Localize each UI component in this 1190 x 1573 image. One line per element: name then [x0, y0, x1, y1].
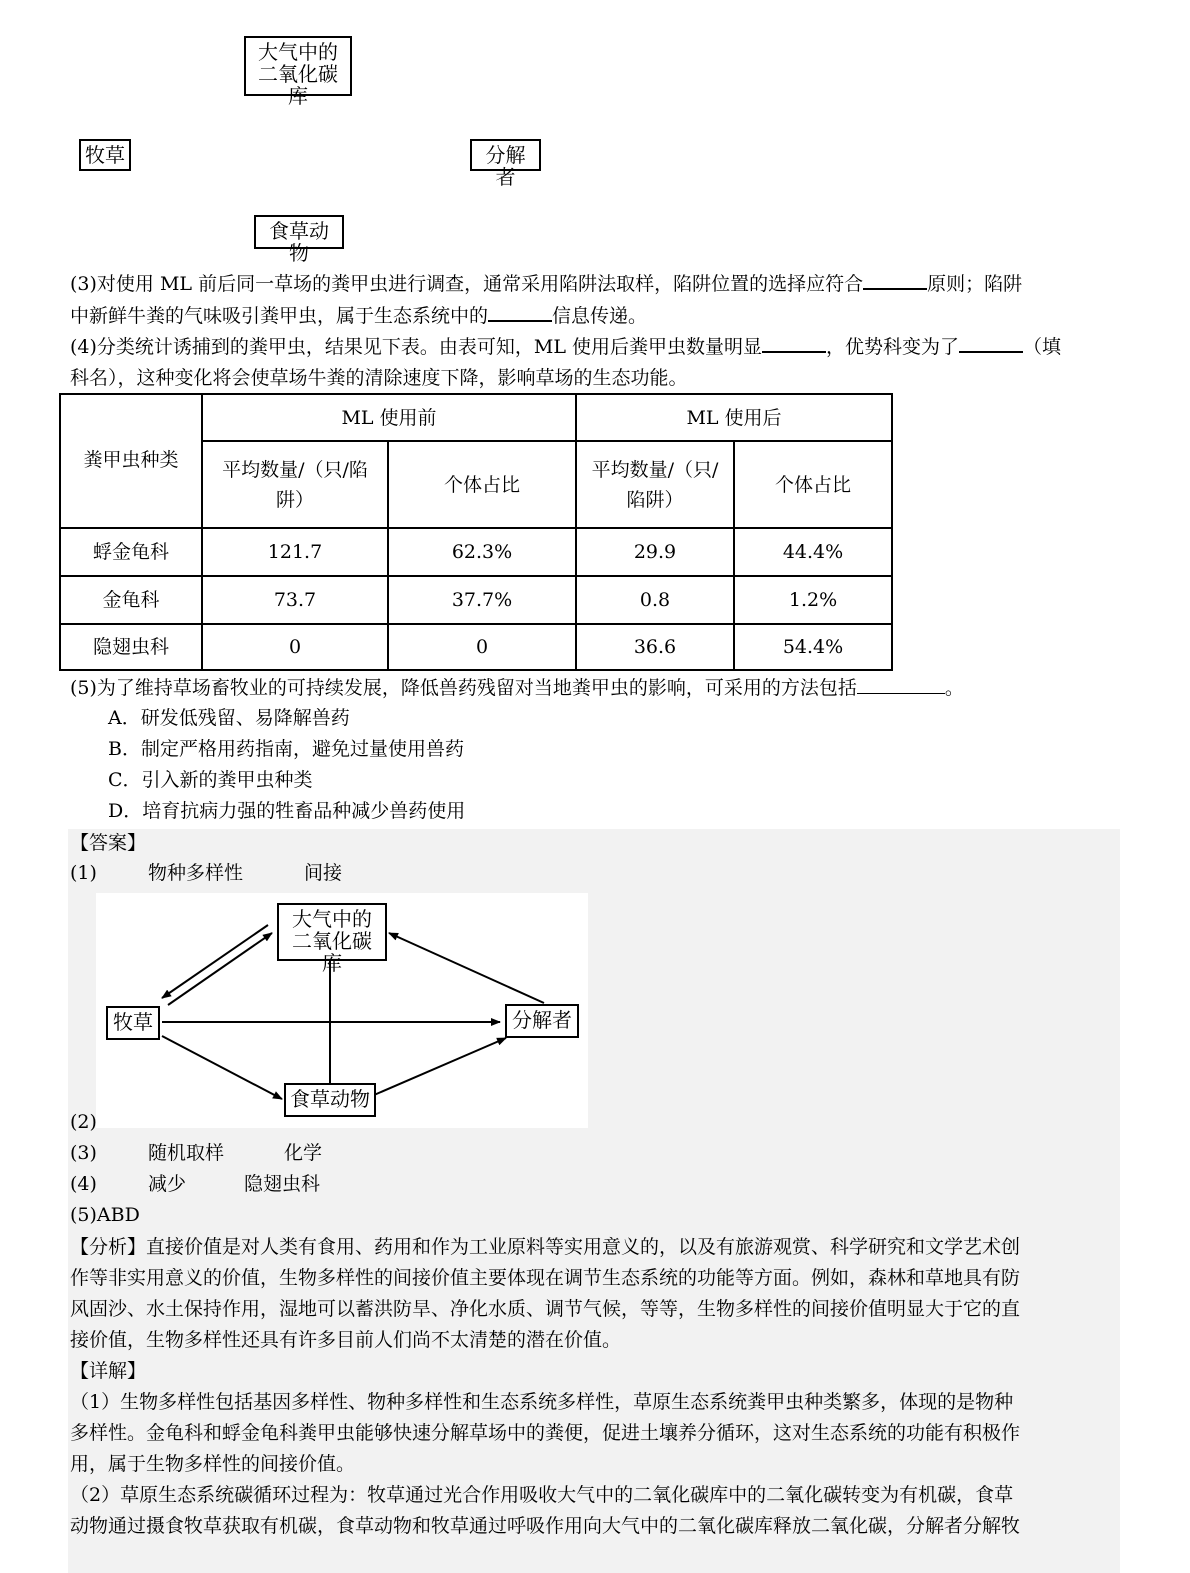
top-co2-pool-box	[244, 36, 352, 108]
blank-3-2[interactable]	[488, 300, 552, 322]
top-herbivore-box: 食草动物	[254, 215, 344, 249]
question-5: (5)为了维持草场畜牧业的可持续发展，降低兽药残留对当地粪甲虫的影响，可采用的方法包括 。	[70, 673, 1115, 704]
species-header: 粪甲虫种类	[60, 394, 202, 528]
option-d[interactable]: D．培育抗病力强的牲畜品种减少兽药使用	[108, 800, 466, 822]
dung-beetle-table	[59, 393, 893, 671]
avg-before-header: 平均数量/（只/陷 阱）	[202, 441, 388, 528]
arrow-forage-to-herbivore	[162, 1036, 282, 1099]
answer-heading: 【答案】	[70, 832, 147, 854]
question-3: (3)对使用 ML 前后同一草场的粪甲虫进行调查，通常采用陷阱法取样，陷阱位置的选择应符合 原则；陷阱 中新鲜牛粪的气味吸引粪甲虫，属于生态系统中的 信息传递。	[70, 268, 1115, 332]
ratio-after-header: 个体占比	[734, 441, 892, 528]
arrow-forage-to-co2	[168, 933, 272, 1005]
detail-heading: 【详解】	[70, 1360, 147, 1382]
blank-3-1[interactable]	[863, 268, 927, 290]
before-header: ML 使用前	[202, 394, 576, 441]
table-row: 蜉金龟科 121.7 62.3% 29.9 44.4%	[60, 528, 892, 576]
diagram-forage-box: 牧草	[106, 1006, 160, 1040]
carbon-cycle-diagram	[96, 893, 588, 1128]
answer-3: (3) 随机取样 化学	[70, 1142, 323, 1164]
ratio-before-header: 个体占比	[388, 441, 576, 528]
arrow-co2-to-forage	[162, 925, 268, 998]
question-4: (4)分类统计诱捕到的粪甲虫，结果见下表。由表可知，ML 使用后粪甲虫数量明显 ，优势科变为了 （填 科名），这种变化将会使草场牛粪的清除速度下降，影响草场的生态功能。	[70, 331, 1115, 394]
diagram-herbivore-box: 食草动物	[284, 1083, 376, 1117]
option-b[interactable]: B．制定严格用药指南，避免过量使用兽药	[108, 738, 464, 760]
option-c[interactable]: C．引入新的粪甲虫种类	[108, 769, 313, 791]
diagram-decomposer-box: 分解者	[505, 1004, 579, 1038]
table-row: 金龟科 73.7 37.7% 0.8 1.2%	[60, 576, 892, 624]
after-header: ML 使用后	[576, 394, 892, 441]
answer-1: (1) 物种多样性 间接	[70, 862, 343, 884]
blank-5[interactable]	[857, 673, 945, 694]
answer-4: (4) 减少 隐翅虫科	[70, 1173, 321, 1195]
avg-after-header: 平均数量/（只/ 陷阱）	[576, 441, 734, 528]
answer-2: (2)	[70, 1111, 97, 1133]
diagram-co2-pool-box: 大气中的 二氧化碳库	[277, 903, 387, 961]
top-co2-pool-line2: 二氧化碳库	[258, 62, 338, 108]
answer-5: (5)ABD	[70, 1204, 140, 1226]
option-a[interactable]: A．研发低残留、易降解兽药	[108, 707, 350, 729]
arrow-decomposer-to-co2	[389, 933, 544, 1003]
top-forage-box: 牧草	[79, 139, 131, 171]
blank-4-2[interactable]	[959, 331, 1023, 353]
table-row: 隐翅虫科 0 0 36.6 54.4%	[60, 624, 892, 670]
top-co2-pool-line1: 大气中的	[258, 40, 338, 64]
arrow-herbivore-to-decomposer	[374, 1038, 506, 1095]
top-decomposer-box: 分解者	[470, 139, 541, 171]
analysis-heading: 【分析】	[70, 1236, 147, 1258]
blank-4-1[interactable]	[762, 331, 826, 353]
analysis-section: 【分析】直接价值是对人类有食用、药用和作为工业原料等实用意义的，以及有旅游观赏、科学研究和文学艺术创 作等非实用意义的价值，生物多样性的间接价值主要体现在调节生态系统的功能等方面。例如，森林和草地具有防 风固沙、水土保持作用，湿地可以蓄洪防旱、净化水质、调节气候，等等，生物多样性的间接价值明显大于它的直 接价值，生物多样性还具有许多目前人们尚不太清楚的潜在价值。	[70, 1236, 1021, 1351]
detail-section: （1）生物多样性包括基因多样性、物种多样性和生态系统多样性，草原生态系统粪甲虫种类繁多，体现的是物种 多样性。金龟科和蜉金龟科粪甲虫能够快速分解草场中的粪便，促进土壤养分循环，这对生态系统的功能有积极作 用，属于生物多样性的间接价值。 （2）草原生态系统碳循环过程为：牧草通过光合作用吸收大气中的二氧化碳库中的二氧化碳转变为有机碳，食草 动物通过摄食牧草获取有机碳，食草动物和牧草通过呼吸作用向大气中的二氧化碳库释放二氧化碳，分解者分解牧	[70, 1391, 1021, 1537]
